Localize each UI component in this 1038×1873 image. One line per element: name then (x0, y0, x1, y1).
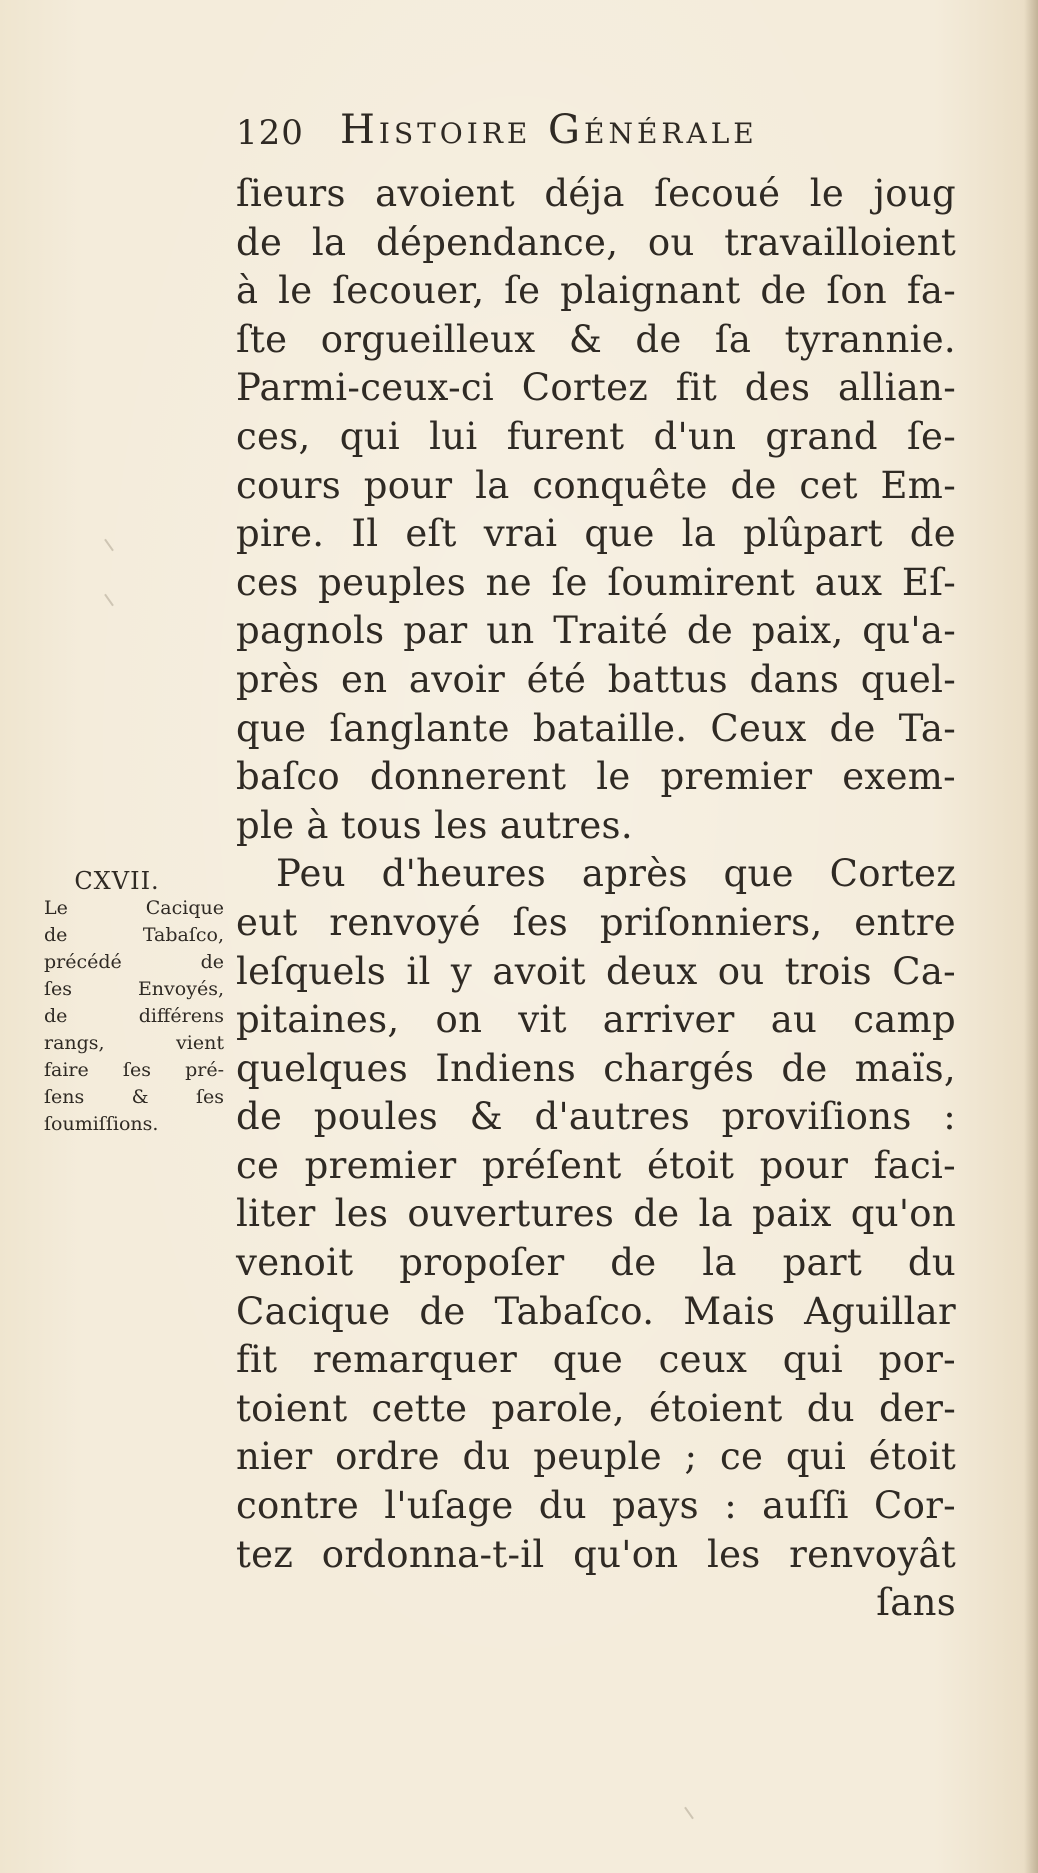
text-line: ces, qui lui furent d'un grand ſe- (236, 414, 956, 458)
text-line: pagnols par un Traité de paix, qu'a- (236, 609, 956, 653)
margin-note-line: Le Cacique (44, 897, 224, 919)
margin-note-line: de différens (44, 1005, 224, 1027)
text-line: nier ordre du peuple ; ce qui étoit (236, 1435, 956, 1479)
text-line: fit remarquer que ceux qui por- (236, 1338, 956, 1382)
text-line: de poules & d'autres proviſions : (236, 1095, 956, 1139)
text-line: pitaines, on vit arriver au camp (236, 998, 956, 1042)
text-line: toient cette parole, étoient du der- (236, 1386, 956, 1430)
margin-note-line: ſes Envoyés, (44, 978, 224, 1000)
text-line: baſco donnerent le premier exem- (236, 755, 956, 799)
text-line: quelques Indiens chargés de maïs, (236, 1046, 956, 1090)
text-line: eut renvoyé ſes priſonniers, entre (236, 900, 956, 944)
text-line: venoit propoſer de la part du (236, 1241, 956, 1285)
paper-speck (104, 594, 114, 607)
text-line: de la dépendance, ou travailloient (236, 220, 956, 264)
margin-note-line: ſens & ſes (44, 1086, 224, 1108)
margin-note-line: rangs, vient (44, 1032, 224, 1054)
text-line: ce premier préſent étoit pour faci- (236, 1143, 956, 1187)
text-line: liter les ouvertures de la paix qu'on (236, 1192, 956, 1236)
margin-note-line: précédé de (44, 951, 224, 973)
paper-speck (104, 539, 114, 552)
paper-speck (684, 1807, 694, 1820)
text-line: ces peuples ne ſe ſoumirent aux Eſ- (236, 560, 956, 604)
page-edge-shadow (1024, 0, 1038, 1873)
margin-note-line: faire ſes pré- (44, 1059, 224, 1081)
text-line: Parmi-ceux-ci Cortez fit des allian- (236, 366, 956, 410)
text-line: près en avoir été battus dans quel- (236, 657, 956, 701)
margin-note (44, 868, 224, 1138)
page-header (236, 107, 956, 157)
margin-note-line: ſoumiſſions. (44, 1113, 159, 1135)
text-line: à le ſecouer, ſe plaignant de ſon fa- (236, 269, 956, 313)
text-line: cours pour la conquête de cet Em- (236, 463, 956, 507)
text-line: Cacique de Tabaſco. Mais Aguillar (236, 1289, 956, 1333)
text-line: ſte orgueilleux & de ſa tyrannie. (236, 317, 956, 361)
main-text (236, 170, 956, 1628)
text-line: pire. Il eſt vrai que la plûpart de (236, 512, 956, 556)
text-line: contre l'uſage du pays : auſſi Cor- (236, 1484, 956, 1528)
running-title: Histoire Générale (340, 107, 758, 153)
text-line: ſieurs avoient déja ſecoué le joug (236, 172, 956, 215)
margin-note-heading: CXVII. (74, 867, 160, 895)
paragraph-start-line: Peu d'heures après que Cortez (276, 852, 956, 896)
margin-note-line: de Tabaſco, (44, 924, 224, 946)
text-line: ple à tous les autres. (236, 803, 633, 847)
text-line: tez ordonna-t-il qu'on les renvoyât (236, 1532, 956, 1576)
text-line: que ſanglante bataille. Ceux de Ta- (236, 706, 956, 750)
page-number: 120 (236, 113, 304, 153)
text-line: leſquels il y avoit deux ou trois Ca- (236, 949, 956, 993)
catchword: ſans (876, 1581, 956, 1625)
